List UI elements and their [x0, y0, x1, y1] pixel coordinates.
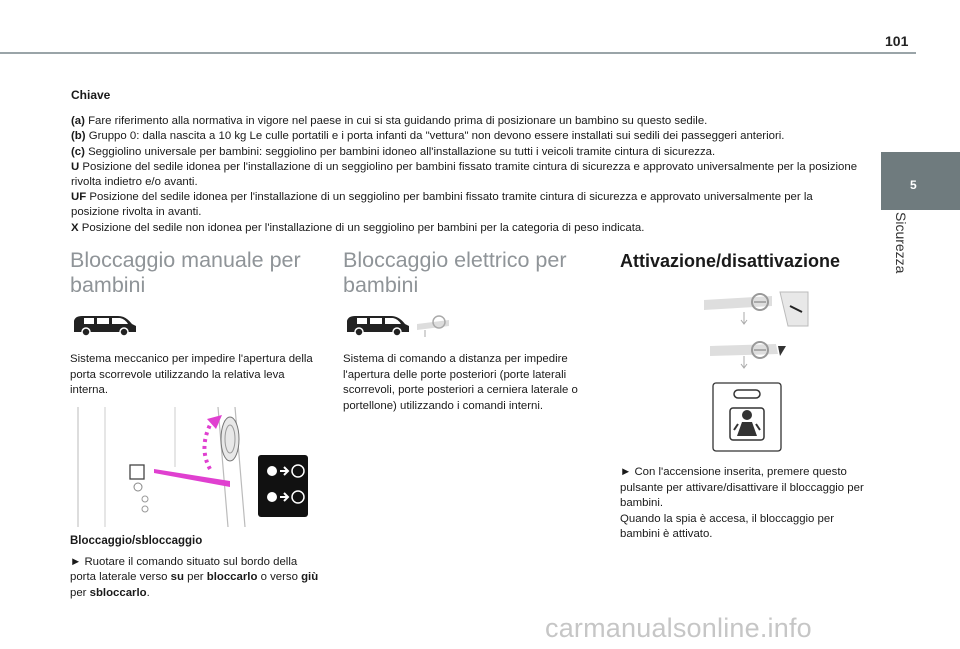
dashboard-icon — [415, 312, 451, 338]
manual-lock-step: ► Ruotare il comando situato sul bordo della porta laterale verso su per bloccarlo o verso giù per sbloccarlo. — [70, 555, 319, 599]
activation-section — [620, 248, 880, 543]
chapter-tab[interactable] — [881, 152, 960, 210]
key-item-a: (a) Fare riferimento alla normativa in vigore nel paese in cui si sta guidando prima di posizionare un bambino su questo sedile. — [71, 115, 708, 128]
door-lever-illustration — [70, 407, 320, 529]
electric-lock-title: Bloccaggio elettrico per bambini — [343, 248, 567, 297]
chapter-title: Sicurezza — [893, 212, 909, 274]
activation-step: ► Con l'accensione inserita, premere questo pulsante per attivare/disattivare il bloccaggio per bambini. — [620, 466, 864, 509]
key-item-c: (c) Seggiolino universale per bambini: seggiolino per bambini idoneo all'installazione su tutti i veicoli tramite cintura di sicurezza. — [71, 145, 716, 158]
key-item-uf: UF Posizione del sedile idonea per l'installazione di un seggiolino per bambini fissato tramite cintura di sicurezza e approvato universalmente per la posizione rivolta in avanti. — [71, 191, 813, 219]
manual-lock-section — [70, 248, 330, 601]
activation-title: Attivazione/disattivazione — [620, 251, 841, 271]
electric-lock-section — [343, 248, 603, 414]
electric-lock-description: Sistema di comando a distanza per impedire l'apertura delle porte posteriori (porte laterali scorrevoli, porte posteriori a cerniera laterale o portellone) utilizzando i comandi interni. — [343, 353, 578, 412]
lock-unlock-subtitle: Bloccaggio/sbloccaggio — [70, 534, 203, 547]
header-rule — [0, 52, 916, 54]
van-icon — [70, 312, 140, 338]
page-number: 101 — [885, 33, 909, 49]
chapter-number: 5 — [910, 178, 917, 192]
key-item-b: (b) Gruppo 0: dalla nascita a 10 kg Le culle portatili e i porta infanti da "vettura" non devono essere installati sui sedili dei passeggeri anteriori. — [71, 130, 785, 143]
manual-lock-title: Bloccaggio manuale per bambini — [70, 248, 301, 297]
manual-lock-description: Sistema meccanico per impedire l'apertura della porta scorrevole utilizzando la relativa leva interna. — [70, 353, 313, 396]
key-section — [71, 88, 861, 236]
watermark: carmanualsonline.info — [545, 613, 812, 643]
key-item-u: U Posizione del sedile idonea per l'installazione di un seggiolino per bambini fissato tramite cintura di sicurezza e approvato universalmente per la posizione rivolta indietro e/o avanti. — [71, 160, 858, 189]
dashboard-illustration — [708, 340, 788, 372]
child-lock-button-icon[interactable] — [712, 382, 782, 452]
dashboard-door-illustration — [702, 290, 812, 330]
key-item-x: X Posizione del sedile non idonea per l'installazione di un seggiolino per bambini per la categoria di peso indicata. — [71, 221, 645, 234]
van-icon — [343, 312, 413, 338]
key-title: Chiave — [71, 88, 111, 102]
activation-note: Quando la spia è accesa, il bloccaggio per bambini è attivato. — [620, 512, 835, 540]
